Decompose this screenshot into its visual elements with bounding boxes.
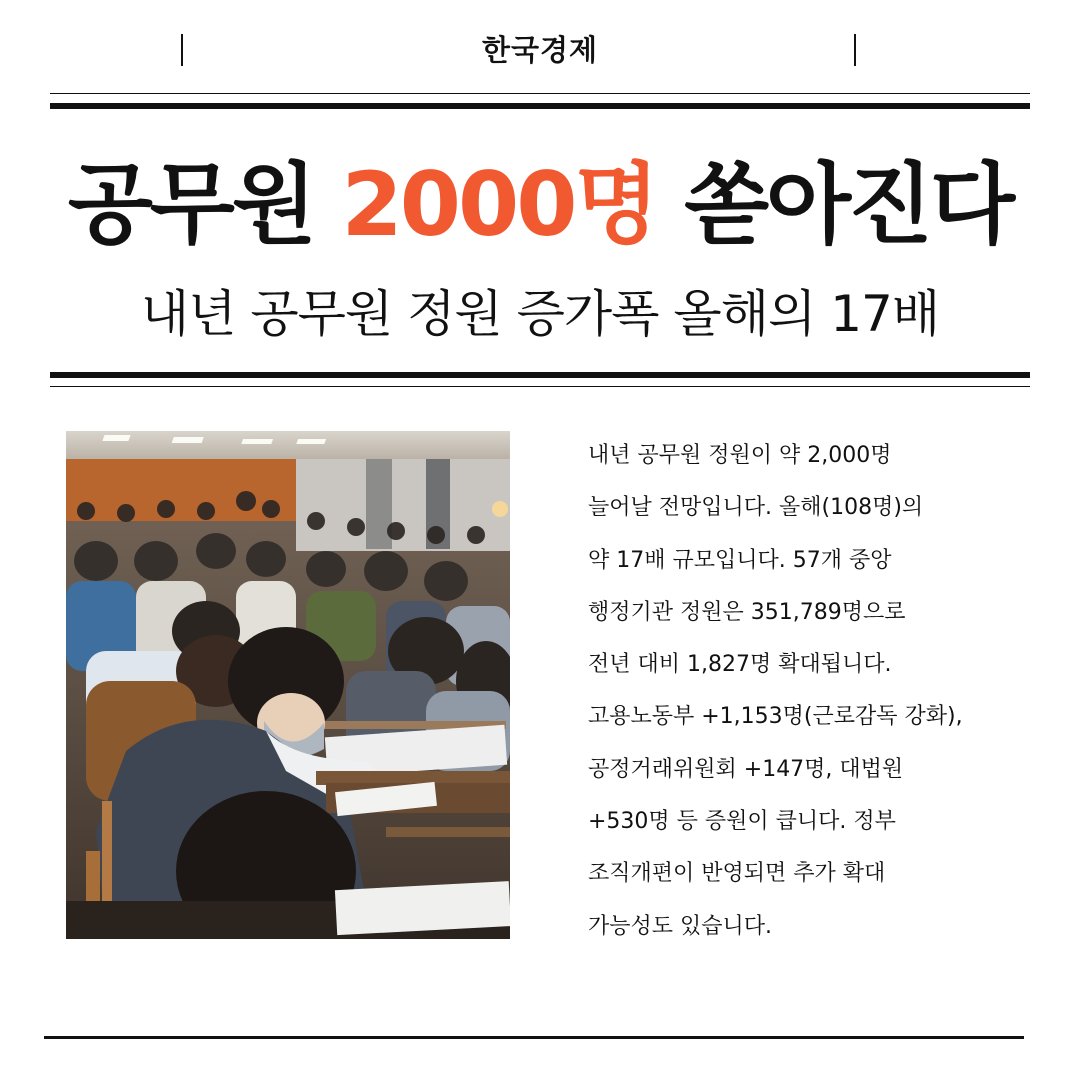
headline-part2: 쏟아진다 — [656, 153, 1013, 256]
body-line: 약 17배 규모입니다. 57개 중앙 — [588, 547, 892, 573]
body-line: 늘어날 전망입니다. 올해(108명)의 — [588, 495, 924, 521]
body-line: 내년 공무원 정원이 약 2,000명 — [588, 443, 892, 468]
body-line: 행정기관 정원은 351,789명으로 — [588, 599, 906, 625]
exam-hall-photo — [66, 431, 510, 939]
headline-highlight: 2000명 — [341, 153, 657, 256]
body-line: 공정거래위원회 +147명, 대법원 — [588, 756, 904, 782]
article-body — [588, 430, 1028, 953]
top-thin-rule — [50, 93, 1030, 94]
headline-part1: 공무원 — [67, 153, 342, 256]
subheadline: 내년 공무원 정원 증가폭 올해의 17배 — [140, 285, 940, 343]
headline — [0, 150, 1080, 260]
body-line: 고용노동부 +1,153명(근로감독 강화), — [588, 704, 963, 730]
body-line: 전년 대비 1,827명 확대됩니다. — [588, 652, 892, 678]
masthead-brand: 한국경제 — [481, 33, 599, 67]
section-thin-rule — [50, 386, 1030, 387]
section-thick-rule — [50, 372, 1030, 378]
top-thick-rule — [50, 103, 1030, 109]
masthead-right-divider — [854, 34, 856, 66]
body-line: 가능성도 있습니다. — [588, 913, 773, 939]
bottom-rule — [44, 1036, 1024, 1039]
body-line: +530명 등 증원이 큽니다. 정부 — [588, 809, 896, 835]
body-line: 조직개편이 반영되면 추가 확대 — [588, 861, 886, 887]
